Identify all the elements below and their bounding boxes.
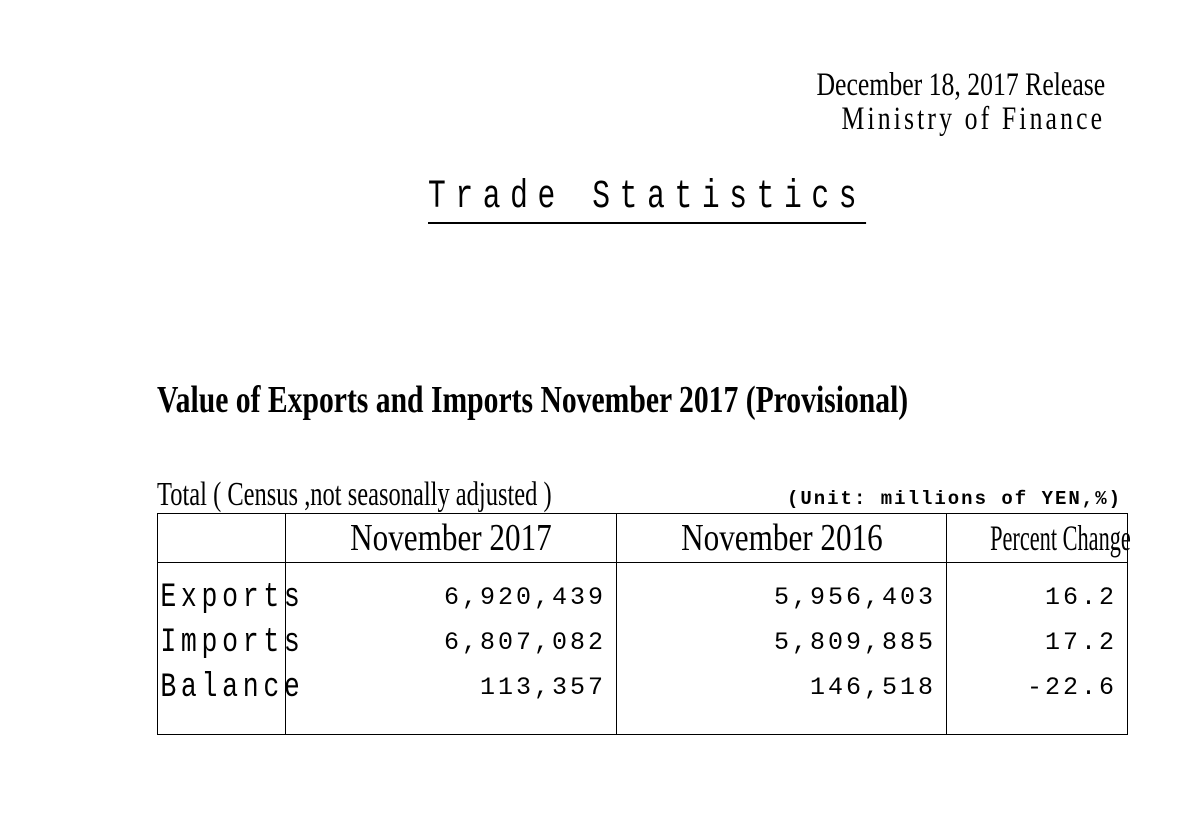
ministry-name: Ministry of Finance — [841, 101, 1105, 137]
table-row-imports — [158, 620, 1128, 665]
balance-percent-change: -22.6 — [947, 665, 1128, 735]
exports-nov-2016: 5,956,403 — [617, 563, 947, 621]
table-row-exports — [158, 563, 1128, 621]
header-november-2017 — [286, 514, 617, 563]
balance-nov-2017: 113,357 — [286, 665, 617, 735]
row-label-balance: Balance — [160, 668, 305, 707]
section-heading: Value of Exports and Imports November 2017 (Provisional) — [157, 379, 909, 421]
exports-nov-2017: 6,920,439 — [286, 563, 617, 621]
row-label-exports: Exports — [160, 578, 305, 617]
header-percent-change-label: Percent Change — [990, 518, 1131, 558]
header-november-2017-label: November 2017 — [350, 517, 552, 559]
unit-note: (Unit: millions of YEN,%) — [786, 488, 1122, 510]
trade-table — [157, 513, 1131, 735]
header-november-2016 — [617, 514, 947, 563]
row-label-cell — [158, 665, 305, 735]
row-label-imports: Imports — [160, 623, 305, 662]
row-label-cell — [158, 563, 305, 621]
release-date: December 18, 2017 Release — [816, 67, 1105, 103]
imports-nov-2016: 5,809,885 — [617, 620, 947, 665]
balance-nov-2016: 146,518 — [617, 665, 947, 735]
document-title: Trade Statistics — [428, 175, 866, 224]
row-label-cell — [158, 620, 305, 665]
header-blank-cell — [158, 514, 286, 563]
header-november-2016-label: November 2016 — [680, 517, 883, 559]
exports-percent-change: 16.2 — [947, 563, 1128, 621]
imports-nov-2017: 6,807,082 — [286, 620, 617, 665]
table-caption: Total ( Census ,not seasonally adjusted ) — [157, 476, 552, 513]
imports-percent-change: 17.2 — [947, 620, 1128, 665]
header-percent-change — [947, 514, 1131, 563]
table-row-balance — [158, 665, 1128, 735]
table-header-row — [158, 514, 1128, 563]
release-info — [735, 68, 1105, 136]
